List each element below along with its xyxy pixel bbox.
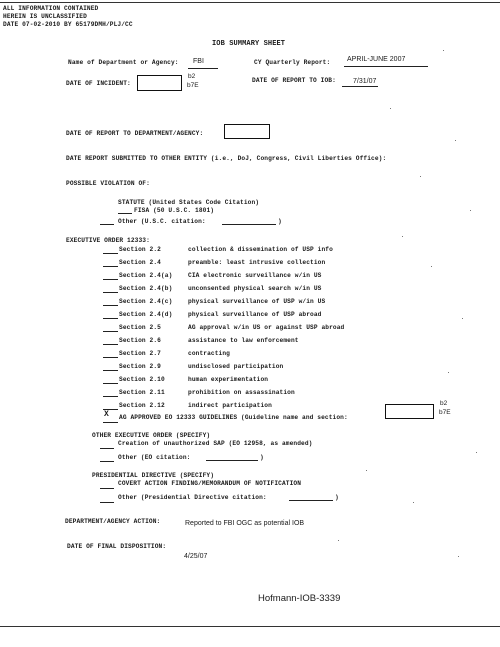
other-pd-blank	[289, 500, 333, 501]
section-checkbox[interactable]	[103, 390, 118, 397]
section-number: Section 2.12	[119, 402, 165, 409]
section-checkbox[interactable]	[103, 286, 118, 293]
statute-heading: STATUTE (United States Code Citation)	[118, 199, 260, 206]
section-description: assistance to law enforcement	[188, 337, 299, 344]
section-description: prohibition on assassination	[188, 389, 295, 396]
other-eo-blank	[206, 460, 258, 461]
report-dept-label: DATE OF REPORT TO DEPARTMENT/AGENCY:	[66, 130, 204, 137]
other-eo-checkbox[interactable]	[100, 455, 114, 462]
quarterly-underline	[344, 66, 428, 67]
creation-sap-checkbox[interactable]	[100, 442, 114, 449]
dept-value: FBI	[193, 58, 204, 65]
section-description: undisclosed participation	[188, 363, 284, 370]
redaction-box-ag-guidelines	[385, 404, 434, 419]
section-checkbox[interactable]	[103, 364, 118, 371]
eo-heading: EXECUTIVE ORDER 12333:	[66, 237, 150, 244]
ag-guidelines-checkmark[interactable]: X	[104, 410, 109, 419]
other-usc-checkbox[interactable]	[100, 218, 114, 225]
fisa-label: FISA (50 U.S.C. 1801)	[134, 207, 215, 214]
section-number: Section 2.2	[119, 246, 161, 253]
disposition-label: DATE OF FINAL DISPOSITION:	[67, 543, 167, 550]
section-checkbox[interactable]	[103, 247, 118, 254]
section-number: Section 2.4(a)	[119, 272, 173, 279]
quarterly-value: APRIL-JUNE 2007	[347, 56, 406, 63]
section-checkbox[interactable]	[103, 377, 118, 384]
other-pd-checkbox[interactable]	[100, 496, 114, 503]
section-description: physical surveillance of USP w/in US	[188, 298, 326, 305]
section-checkbox[interactable]	[103, 338, 118, 345]
ag-guidelines-label: AG APPROVED EO 12333 GUIDELINES (Guideline name and section:	[119, 414, 348, 421]
declass-line-3: DATE 07-02-2010 BY 65179DMH/PLJ/CC	[3, 21, 133, 28]
section-description: physical surveillance of USP abroad	[188, 311, 322, 318]
section-checkbox[interactable]	[103, 403, 118, 410]
other-entity-label: DATE REPORT SUBMITTED TO OTHER ENTITY (i.e., DoJ, Congress, Civil Liberties Office):	[66, 155, 387, 162]
other-eo-paren: )	[260, 454, 264, 461]
scan-border-top	[0, 2, 500, 3]
redaction-box-report-dept	[224, 124, 270, 139]
fisa-checkbox[interactable]	[118, 207, 132, 214]
section-checkbox[interactable]	[103, 260, 118, 267]
section-description: AG approval w/in US or against USP abroad	[188, 324, 345, 331]
section-number: Section 2.10	[119, 376, 165, 383]
declass-line-2: HEREIN IS UNCLASSIFIED	[3, 13, 87, 20]
redaction-box-incident	[137, 75, 182, 91]
section-checkbox[interactable]	[103, 351, 118, 358]
section-description: contracting	[188, 350, 230, 357]
quarterly-label: CY Quarterly Report:	[254, 59, 331, 66]
action-value: Reported to FBI OGC as potential IOB	[185, 520, 305, 527]
incident-label: DATE OF INCIDENT:	[66, 80, 131, 87]
section-checkbox[interactable]	[103, 312, 118, 319]
other-eo-heading: OTHER EXECUTIVE ORDER (SPECIFY)	[92, 432, 211, 439]
section-description: unconsented physical search w/in US	[188, 285, 322, 292]
section-description: collection & dissemination of USP info	[188, 246, 333, 253]
declass-line-1: ALL INFORMATION CONTAINED	[3, 5, 99, 12]
dept-label: Name of Department or Agency:	[68, 59, 179, 66]
pd-heading: PRESIDENTIAL DIRECTIVE (SPECIFY)	[92, 472, 215, 479]
section-number: Section 2.4(c)	[119, 298, 173, 305]
section-number: Section 2.4(b)	[119, 285, 173, 292]
document-id: Hofmann-IOB-3339	[258, 593, 341, 604]
scan-border-bottom	[0, 626, 500, 627]
ag-guidelines-checkbox-line	[103, 416, 118, 423]
section-number: Section 2.4(d)	[119, 311, 173, 318]
section-checkbox[interactable]	[103, 325, 118, 332]
section-description: indirect participation	[188, 402, 272, 409]
other-eo-label: Other (EO citation:	[118, 454, 191, 461]
other-usc-blank	[222, 224, 276, 225]
exemption-code-b2-ag: b2	[440, 400, 448, 407]
exemption-code-b2-incident: b2	[188, 73, 196, 80]
section-number: Section 2.4	[119, 259, 161, 266]
covert-label: COVERT ACTION FINDING/MEMORANDUM OF NOTIFICATION	[118, 480, 302, 487]
violation-heading: POSSIBLE VIOLATION OF:	[66, 180, 150, 187]
section-number: Section 2.6	[119, 337, 161, 344]
section-description: preamble: least intrusive collection	[188, 259, 326, 266]
disposition-value: 4/25/07	[184, 553, 208, 560]
section-number: Section 2.11	[119, 389, 165, 396]
section-description: human experimentation	[188, 376, 269, 383]
dept-underline	[188, 68, 218, 69]
exemption-code-b7e-incident: b7E	[187, 82, 199, 89]
other-usc-paren: )	[278, 218, 282, 225]
covert-checkbox[interactable]	[100, 482, 114, 489]
section-checkbox[interactable]	[103, 299, 118, 306]
section-description: CIA electronic surveillance w/in US	[188, 272, 322, 279]
report-iob-label: DATE OF REPORT TO IOB:	[252, 77, 336, 84]
section-number: Section 2.5	[119, 324, 161, 331]
creation-sap-label: Creation of unauthorized SAP (EO 12958, as amended)	[118, 440, 313, 447]
section-number: Section 2.7	[119, 350, 161, 357]
other-usc-label: Other (U.S.C. citation:	[118, 218, 206, 225]
action-label: DEPARTMENT/AGENCY ACTION:	[65, 518, 161, 525]
report-iob-underline	[342, 86, 378, 87]
page-title: IOB SUMMARY SHEET	[212, 40, 286, 48]
section-checkbox[interactable]	[103, 273, 118, 280]
exemption-code-b7e-ag: b7E	[439, 409, 451, 416]
section-number: Section 2.9	[119, 363, 161, 370]
other-pd-label: Other (Presidential Directive citation:	[118, 494, 267, 501]
report-iob-value: 7/31/07	[353, 78, 377, 85]
other-pd-paren: )	[335, 494, 339, 501]
